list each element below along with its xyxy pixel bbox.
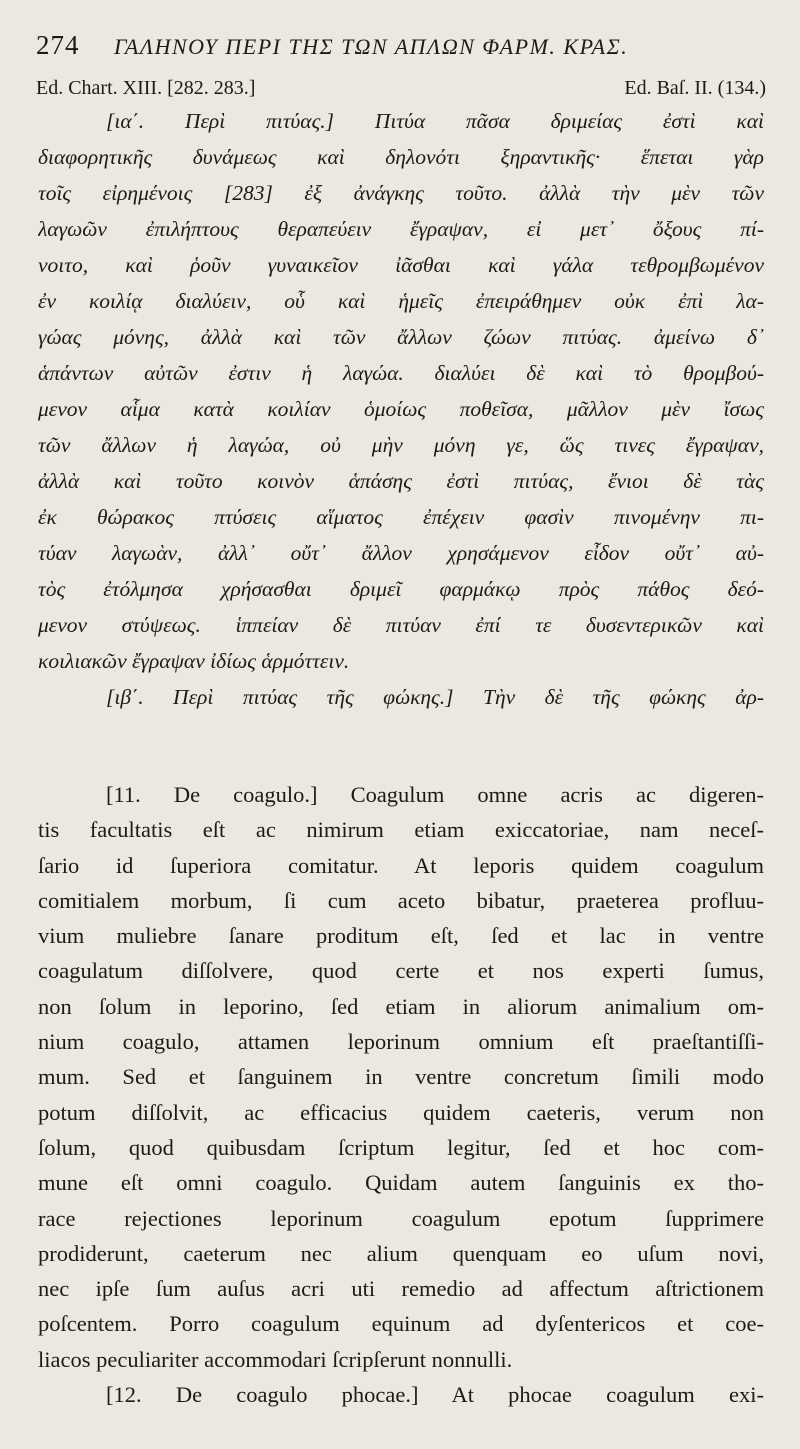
greek-line: διαφορητικῆς δυνάμεως καὶ δηλονότι ξηραντικῆς· ἕπεται γὰρ bbox=[38, 145, 764, 169]
latin-line: ſario id ſuperiora comitatur. At leporis quidem coagulum bbox=[38, 852, 764, 878]
latin-line: nec ipſe ſum auſus acri uti remedio ad affectum aſtrictionem bbox=[38, 1276, 764, 1302]
greek-line: τοῖς εἰρημένοις [283] ἐξ ἀνάγκης τοῦτο. ἀλλὰ τὴν μὲν τῶν bbox=[38, 181, 764, 205]
greek-line: ἐκ θώρακος πτύσεις αἵματος ἐπέχειν φασὶν πινομένην πι- bbox=[38, 505, 764, 529]
latin-text-block bbox=[38, 777, 764, 1412]
latin-line: non ſolum in leporino, ſed etiam in aliorum animalium om- bbox=[38, 993, 764, 1019]
greek-line: νοιτο, καὶ ῥοῦν γυναικεῖον ἰᾶσθαι καὶ γάλα τεθρομβωμένον bbox=[38, 253, 764, 277]
latin-line: potum diſſolvit, ac efficacius quidem caeteris, verum non bbox=[38, 1099, 764, 1125]
page-header bbox=[36, 30, 772, 64]
greek-line: γώας μόνης, ἀλλὰ καὶ τῶν ἄλλων ζώων πιτύας. ἀμείνω δ᾽ bbox=[38, 325, 764, 349]
latin-line: comitialem morbum, ſi cum aceto bibatur, praeterea profluu- bbox=[38, 887, 764, 913]
greek-line: ἀλλὰ καὶ τοῦτο κοινὸν ἁπάσης ἐστὶ πιτύας, ἔνιοι δὲ τὰς bbox=[38, 469, 764, 493]
latin-line: ſolum, quod quibusdam ſcriptum legitur, ſed et hoc com- bbox=[38, 1134, 764, 1160]
greek-line: ἁπάντων αὐτῶν ἐστιν ἡ λαγώα. διαλύει δὲ καὶ τὸ θρομβού- bbox=[38, 361, 764, 385]
latin-line: coagulatum diſſolvere, quod certe et nos experti ſumus, bbox=[38, 958, 764, 984]
greek-line: μενον στύψεως. ἱππείαν δὲ πιτύαν ἐπί τε δυσεντερικῶν καὶ bbox=[38, 613, 764, 637]
greek-line: [ια΄. Περὶ πιτύας.] Πιτύα πᾶσα δριμείας ἐστὶ καὶ bbox=[106, 109, 764, 133]
edition-references bbox=[36, 77, 766, 103]
latin-line: [11. De coagulo.] Coagulum omne acris ac digeren- bbox=[106, 782, 764, 807]
latin-line: mune eſt omni coagulo. Quidam autem ſanguinis ex tho- bbox=[38, 1170, 764, 1196]
greek-line: τὸς ἐτόλμησα χρήσασθαι δριμεῖ φαρμάκῳ πρὸς πάθος δεό- bbox=[38, 577, 764, 601]
greek-line: κοιλιακῶν ἔγραψαν ἰδίως ἁρμόττειν. bbox=[38, 649, 350, 673]
greek-line: μενον αἷμα κατὰ κοιλίαν ὁμοίως ποθεῖσα, μᾶλλον μὲν ἴσως bbox=[38, 397, 764, 421]
page-number: 274 bbox=[36, 30, 80, 60]
latin-line: [12. De coagulo phocae.] At phocae coagulum exi- bbox=[106, 1382, 764, 1408]
greek-line: ἐν κοιλίᾳ διαλύειν, οὗ καὶ ἡμεῖς ἐπειράθημεν οὐκ ἐπὶ λα- bbox=[38, 289, 764, 313]
latin-line: prodiderunt, caeterum nec alium quenquam eo uſum novi, bbox=[38, 1240, 764, 1266]
edition-basel: Ed. Baſ. II. (134.) bbox=[624, 77, 766, 99]
latin-line: liacos peculiariter accommodari ſcripſerunt nonnulli. bbox=[38, 1346, 513, 1372]
running-title: ΓΑΛΗΝΟΥ ΠΕΡΙ ΤΗΣ ΤΩΝ ΑΠΛΩΝ ΦΑΡΜ. ΚΡΑΣ. bbox=[114, 34, 629, 59]
greek-text-block bbox=[38, 103, 764, 715]
latin-line: tis facultatis eſt ac nimirum etiam exiccatoriae, nam neceſ- bbox=[38, 817, 764, 843]
latin-line: race rejectiones leporinum coagulum epotum ſupprimere bbox=[38, 1205, 764, 1231]
latin-line: poſcentem. Porro coagulum equinum ad dyſentericos et coe- bbox=[38, 1311, 764, 1337]
latin-line: nium coagulo, attamen leporinum omnium eſt praeſtantiſſi- bbox=[38, 1029, 764, 1055]
greek-line: [ιβ΄. Περὶ πιτύας τῆς φώκης.] Τὴν δὲ τῆς φώκης ἀρ- bbox=[106, 685, 764, 709]
greek-line: τύαν λαγωὰν, ἀλλ᾽ οὔτ᾽ ἄλλον χρησάμενον εἶδον οὔτ᾽ αὐ- bbox=[38, 541, 764, 565]
greek-line: τῶν ἄλλων ἡ λαγώα, οὐ μὴν μόνη γε, ὥς τινες ἔγραψαν, bbox=[38, 433, 764, 457]
greek-line: λαγωῶν ἐπιλήπτους θεραπεύειν ἔγραψαν, εἰ μετ᾽ ὄξους πί- bbox=[38, 217, 764, 241]
latin-line: vium muliebre ſanare proditum eſt, ſed et lac in ventre bbox=[38, 923, 764, 949]
latin-line: mum. Sed et ſanguinem in ventre concretum ſimili modo bbox=[38, 1064, 764, 1090]
edition-chartier: Ed. Chart. XIII. [282. 283.] bbox=[36, 77, 256, 99]
